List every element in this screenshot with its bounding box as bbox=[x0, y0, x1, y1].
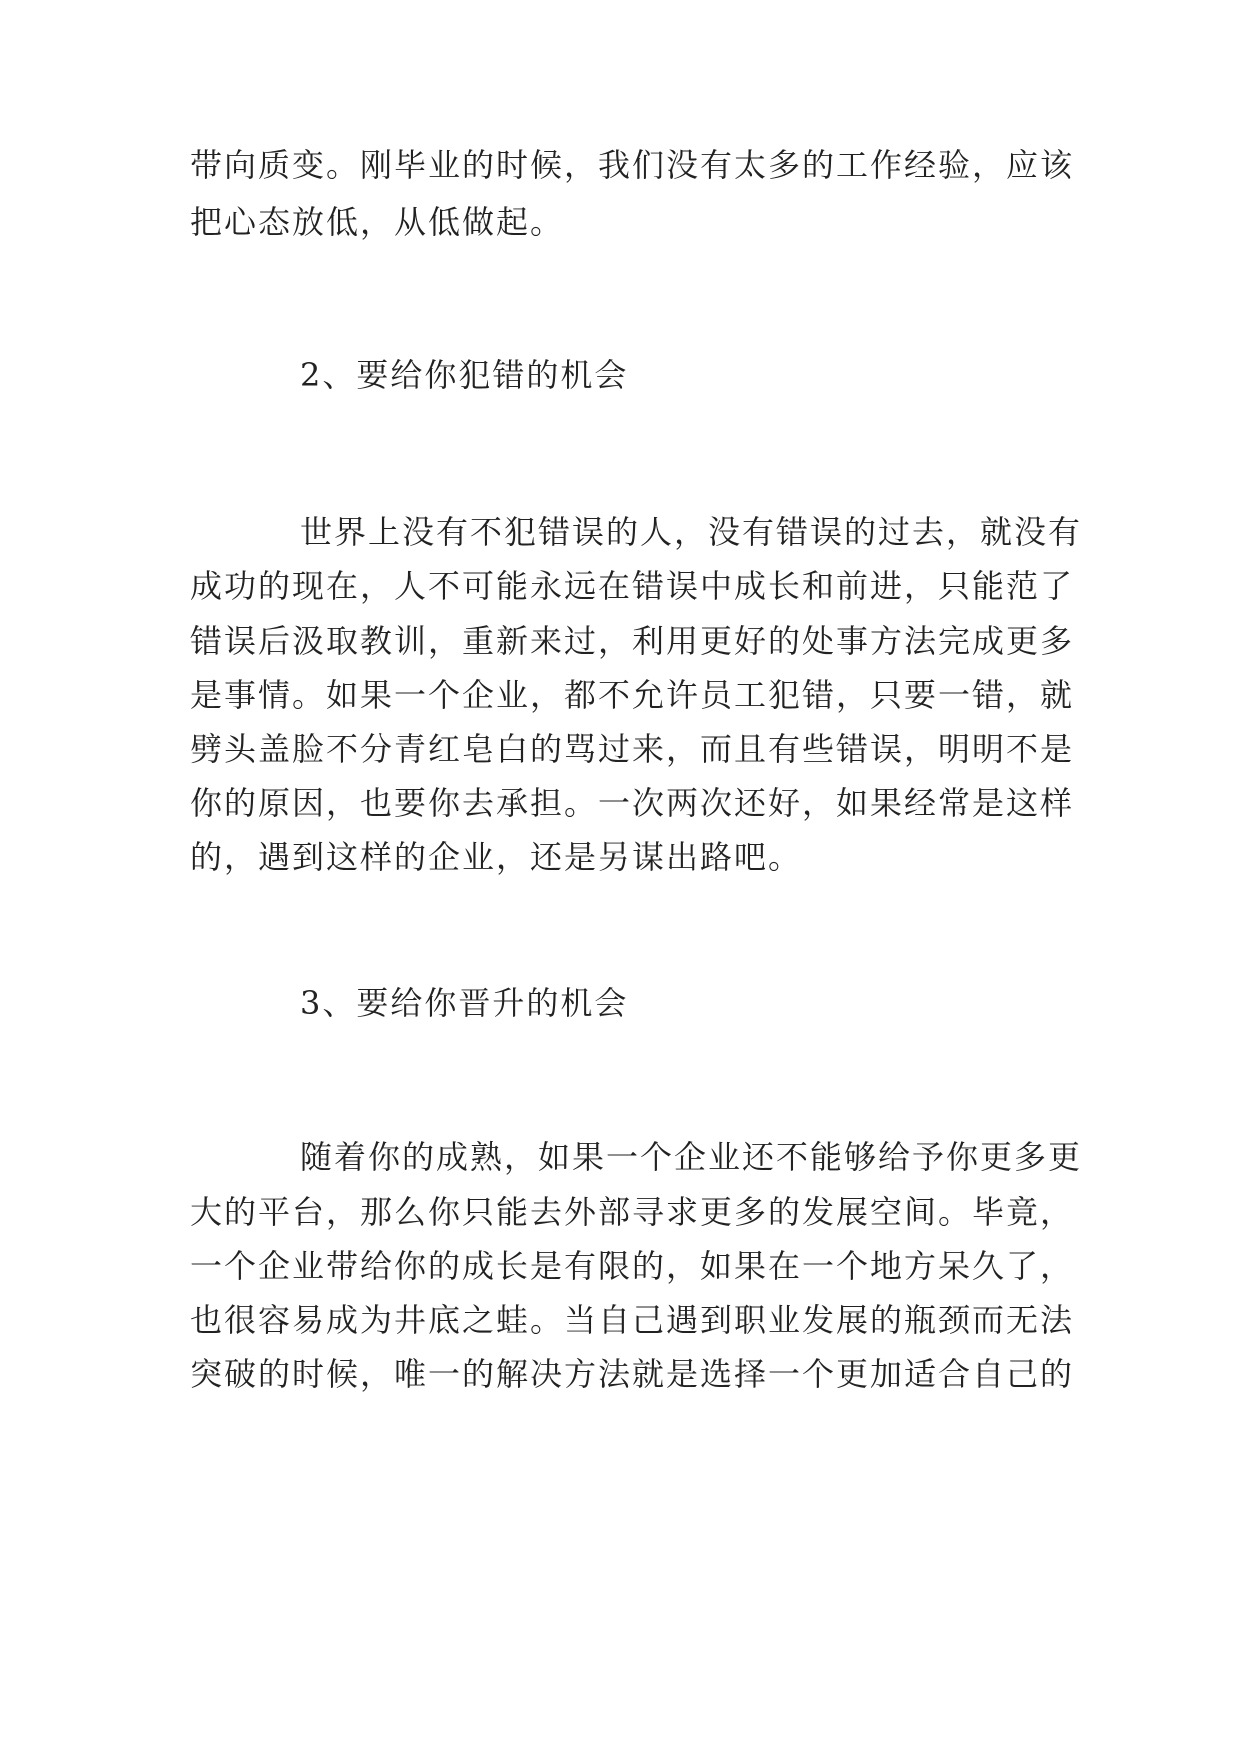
paragraph-line: 错误后汲取教训，重新来过，利用更好的处事方法完成更多 bbox=[190, 622, 1075, 660]
section-heading: 2、要给你犯错的机会 bbox=[300, 356, 629, 394]
paragraph-line: 的，遇到这样的企业，还是另谋出路吧。 bbox=[190, 838, 803, 876]
paragraph-line: 一个企业带给你的成长是有限的，如果在一个地方呆久了， bbox=[190, 1247, 1075, 1285]
paragraph-line: 成功的现在，人不可能永远在错误中成长和前进，只能范了 bbox=[190, 567, 1075, 605]
paragraph-line: 也很容易成为井底之蛙。当自己遇到职业发展的瓶颈而无法 bbox=[190, 1301, 1075, 1339]
paragraph-line: 你的原因，也要你去承担。一次两次还好，如果经常是这样 bbox=[190, 784, 1075, 822]
paragraph-line: 劈头盖脸不分青红皂白的骂过来，而且有些错误，明明不是 bbox=[190, 730, 1075, 768]
paragraph-line: 是事情。如果一个企业，都不允许员工犯错，只要一错，就 bbox=[190, 676, 1075, 714]
paragraph-line: 带向质变。刚毕业的时候，我们没有太多的工作经验，应该 bbox=[190, 146, 1075, 184]
section-heading: 3、要给你晋升的机会 bbox=[300, 984, 629, 1022]
paragraph-line: 把心态放低，从低做起。 bbox=[190, 203, 565, 241]
paragraph-line: 随着你的成熟，如果一个企业还不能够给予你更多更 bbox=[300, 1138, 1083, 1176]
paragraph-line: 世界上没有不犯错误的人，没有错误的过去，就没有 bbox=[300, 513, 1083, 551]
paragraph-line: 突破的时候，唯一的解决方法就是选择一个更加适合自己的 bbox=[190, 1355, 1075, 1393]
paragraph-line: 大的平台，那么你只能去外部寻求更多的发展空间。毕竟， bbox=[190, 1193, 1075, 1231]
